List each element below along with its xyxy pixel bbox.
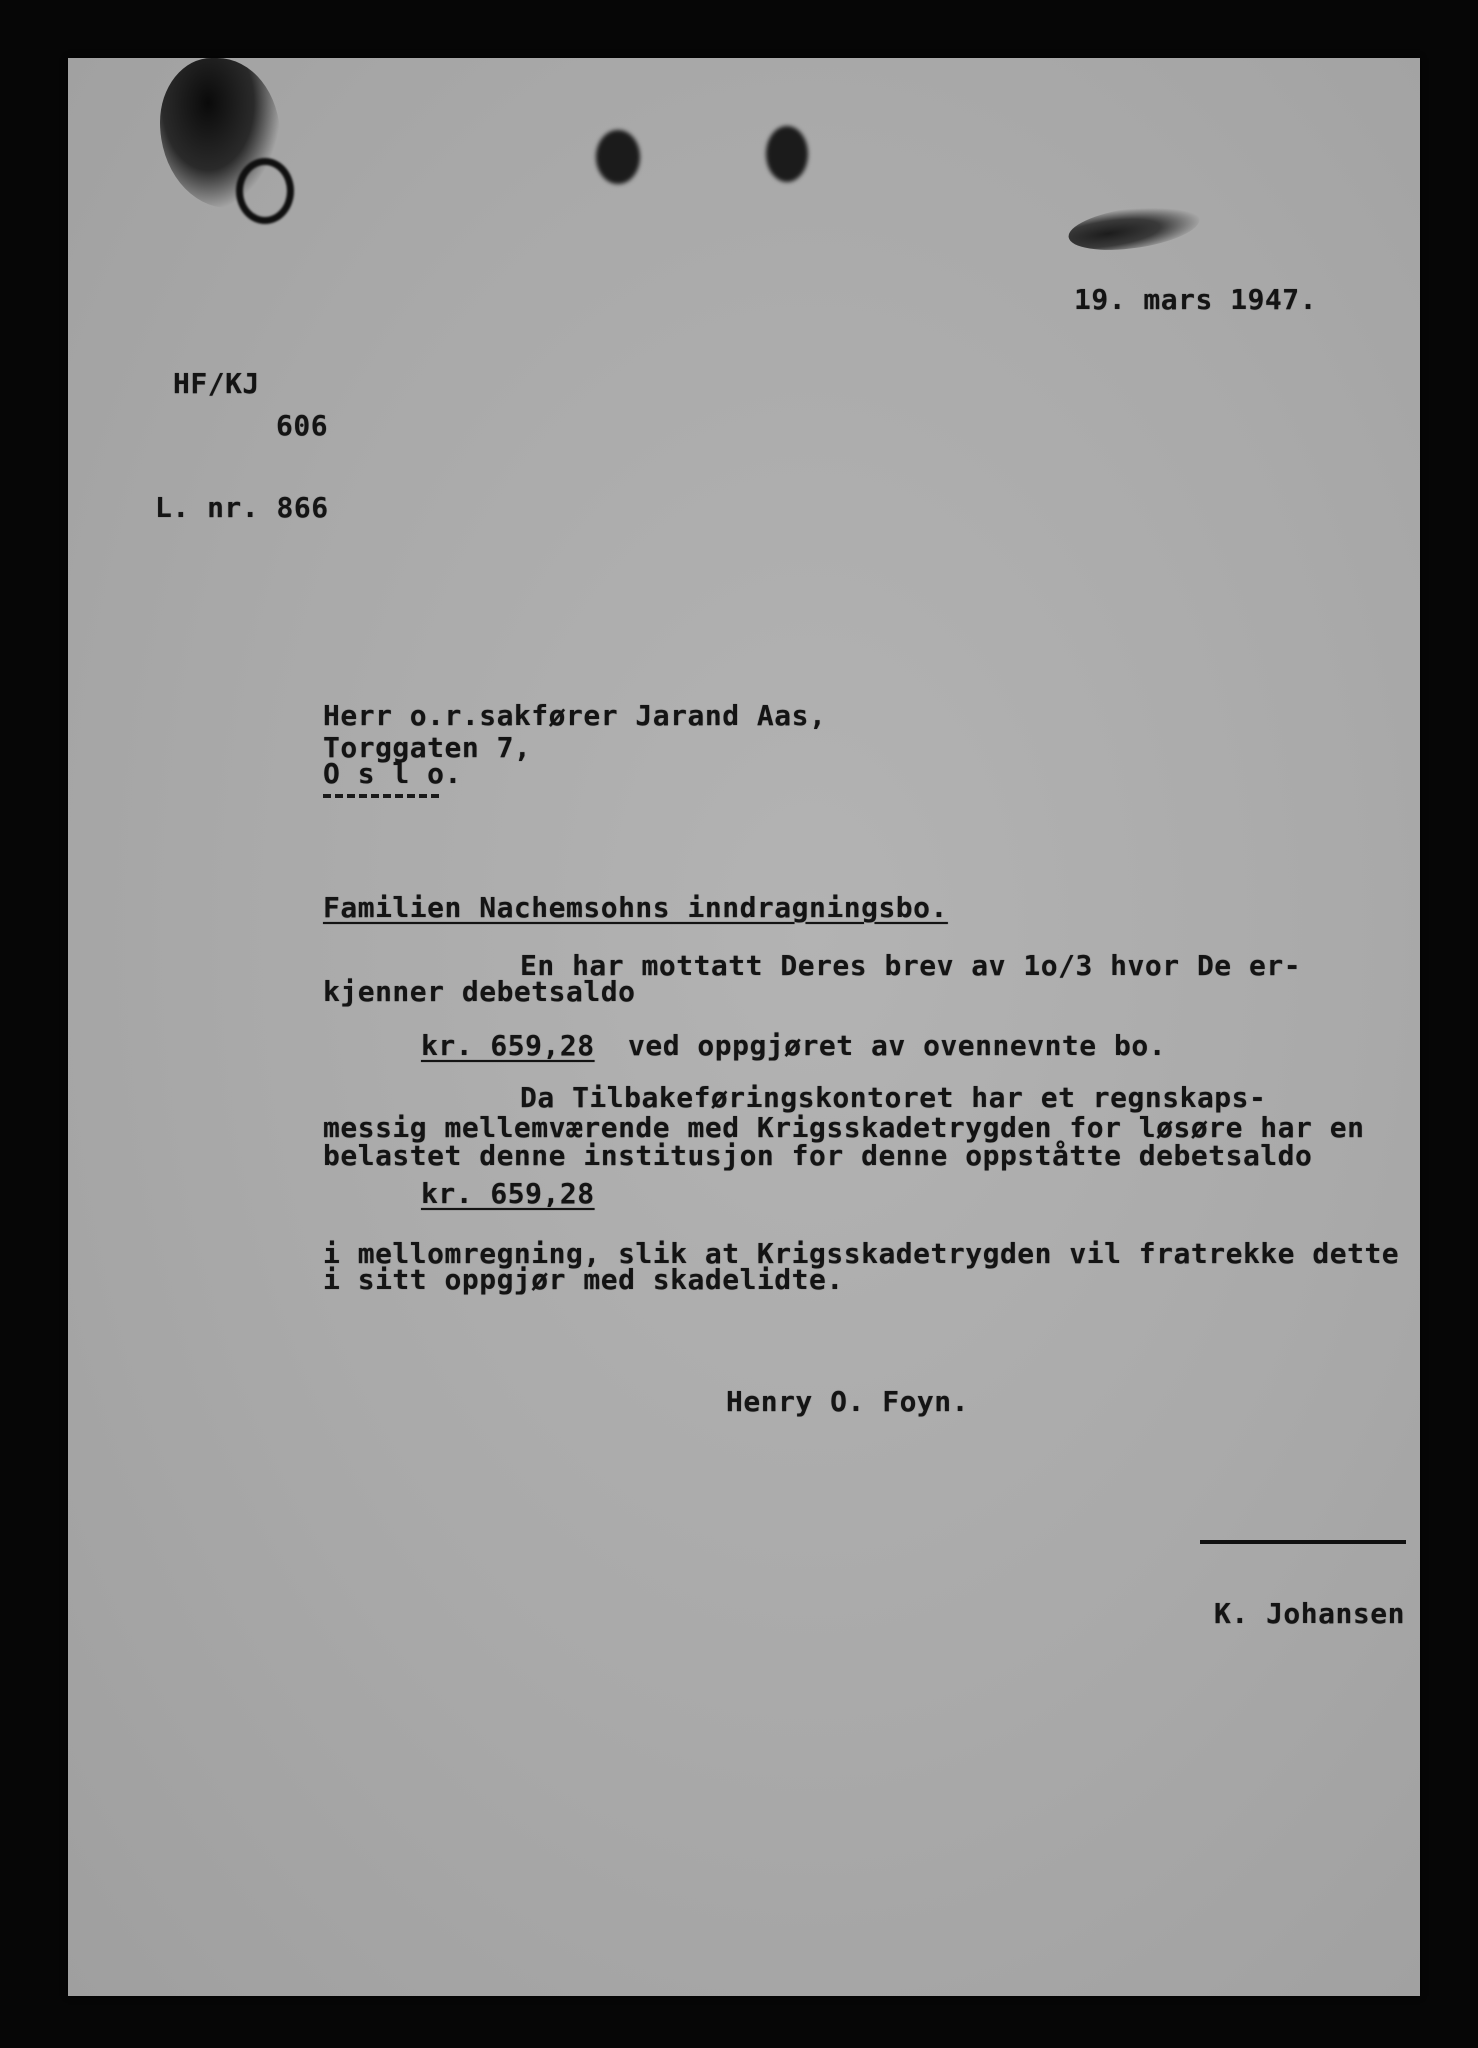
- amount-2: kr. 659,28: [421, 1177, 595, 1210]
- subject-line: Familien Nachemsohns inndragningsbo.: [323, 891, 948, 924]
- recipient-line-1: Herr o.r.sakfører Jarand Aas,: [323, 699, 827, 732]
- secondary-signatory: K. Johansen: [1214, 1597, 1405, 1630]
- city-underline: [323, 794, 439, 798]
- punch-hole-left: [596, 130, 640, 184]
- body-p3-line-1: i mellomregning, slik at Krigsskadetrygden vil fratrekke dette: [323, 1237, 1400, 1270]
- letter-date: 19. mars 1947.: [1074, 283, 1318, 316]
- amount-1: kr. 659,28: [421, 1029, 595, 1062]
- torn-notch: [236, 158, 294, 224]
- body-p3-line-2: i sitt oppgjør med skadelidte.: [323, 1263, 844, 1296]
- body-p2-line-3: belastet denne institusjon for denne oppståtte debetsaldo: [323, 1139, 1313, 1172]
- letter-number: L. nr. 866: [155, 491, 329, 524]
- recipient-line-3: O s l o.: [323, 757, 462, 790]
- reference-initials: HF/KJ: [173, 367, 260, 400]
- signatory: Henry O. Foyn.: [726, 1385, 970, 1418]
- punch-hole-right: [766, 126, 808, 182]
- body-p2-line-2: messig mellemværende med Krigsskadetrygden for løsøre har en: [323, 1111, 1365, 1144]
- body-p1-line-2: kjenner debetsaldo: [323, 975, 636, 1008]
- body-p1-line-1: En har mottatt Deres brev av 1o/3 hvor De er-: [520, 949, 1302, 982]
- body-p2-line-1: Da Tilbakeføringskontoret har et regnskaps-: [520, 1081, 1267, 1114]
- recipient-line-2: Torggaten 7,: [323, 731, 532, 764]
- amount-1-text: ved oppgjøret av ovennevnte bo.: [628, 1029, 1167, 1062]
- signature-line: [1200, 1540, 1406, 1544]
- reference-number: 606: [276, 409, 329, 442]
- paper-sheet: [68, 58, 1420, 1996]
